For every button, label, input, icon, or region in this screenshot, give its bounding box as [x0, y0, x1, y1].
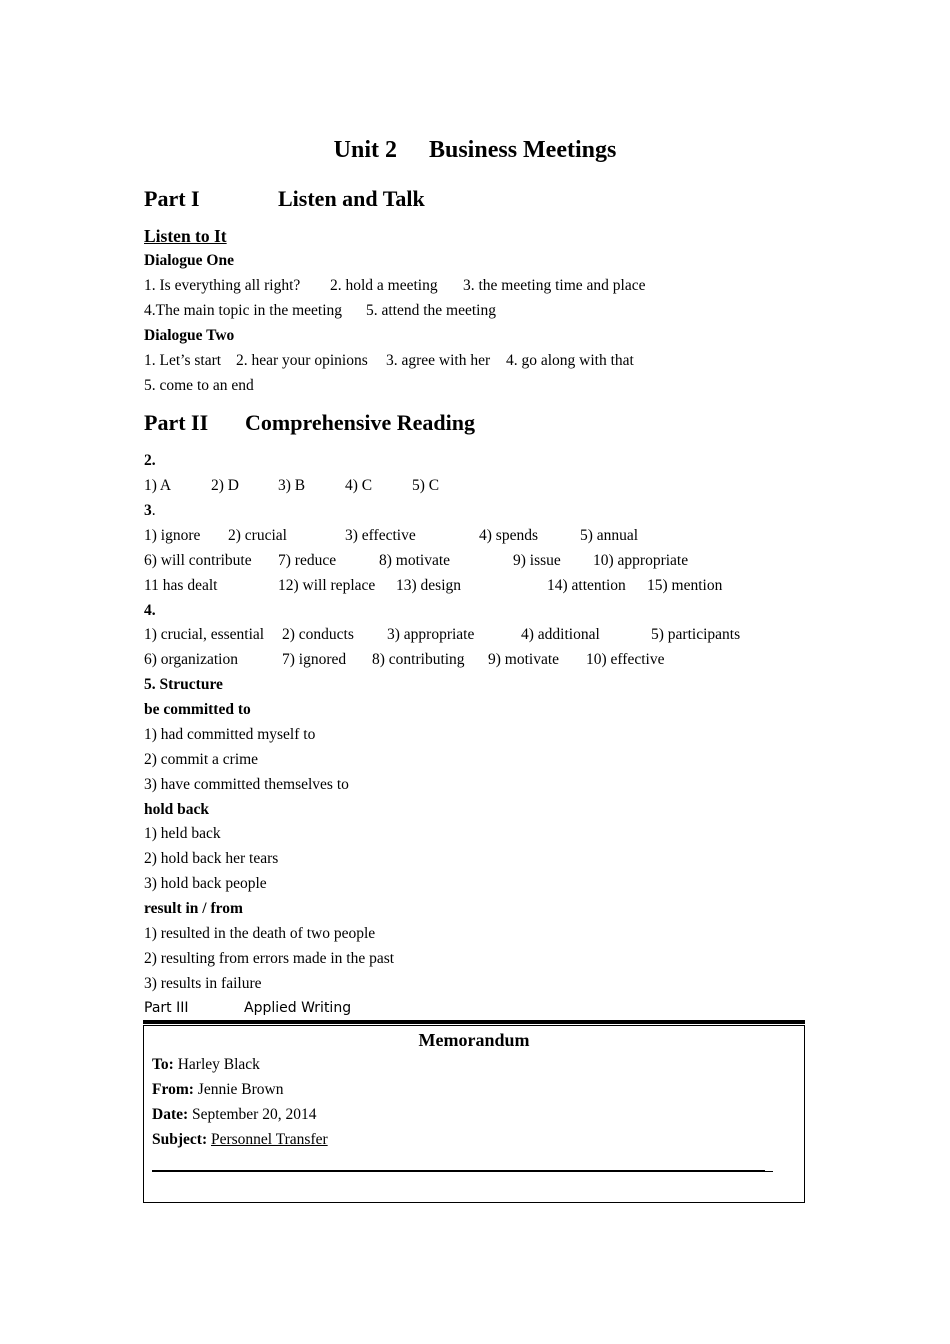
exercise-4-answer: 3) appropriate: [387, 626, 475, 643]
memo-subject-value: Personnel Transfer: [210, 1131, 328, 1148]
structure-answer: 2) resulting from errors made in the past: [144, 950, 395, 967]
dialogue-one-answer: 3. the meeting time and place: [463, 277, 646, 294]
exercise-2-answer: 5) C: [412, 477, 440, 494]
exercise-3-answer: 10) appropriate: [593, 552, 689, 569]
exercise-2-answer: 2) D: [211, 477, 239, 494]
exercise-4-answer: 2) conducts: [282, 626, 354, 643]
part3-title: Applied Writing: [244, 1000, 352, 1016]
memo-date-field: [152, 1105, 316, 1125]
exercise-3-answer: 12) will replace: [278, 577, 376, 594]
unit-name: Business Meetings: [428, 137, 617, 163]
structure-answer: 1) had committed myself to: [144, 726, 316, 743]
dialogue-one-answer: 2. hold a meeting: [330, 277, 438, 294]
listen-to-it-heading: Listen to It: [144, 226, 227, 246]
memo-to-value: Harley Black: [177, 1056, 260, 1073]
exercise-2-answer: 1) A: [144, 477, 172, 494]
exercise-4-answer: 1) crucial, essential: [144, 626, 265, 643]
memo-from-value: Jennie Brown: [197, 1081, 284, 1098]
exercise-4-answer: 6) organization: [144, 651, 238, 668]
part1-label: Part I: [144, 186, 200, 211]
exercise-4-heading: 4.: [144, 602, 156, 619]
exercise-3-answer: 15) mention: [647, 577, 723, 594]
exercise-4-answer: 8) contributing: [372, 651, 465, 668]
structure-phrase: hold back: [144, 801, 210, 818]
part2-label: Part II: [144, 410, 209, 435]
exercise-3-answer: 6) will contribute: [144, 552, 252, 569]
part3-label: Part III: [144, 1000, 189, 1016]
memo-date-value: September 20, 2014: [192, 1106, 317, 1123]
structure-answer: 3) results in failure: [144, 975, 262, 992]
part1-title: Listen and Talk: [278, 186, 425, 211]
dialogue-two-answer: 2. hear your opinions: [236, 352, 368, 369]
exercise-2-answer: 4) C: [345, 477, 373, 494]
exercise-3-heading: 3.: [144, 502, 156, 519]
memo-date-label: Date:: [152, 1106, 189, 1123]
structure-answer: 2) commit a crime: [144, 751, 259, 768]
dialogue-two-heading: Dialogue Two: [144, 327, 235, 344]
exercise-3-answer: 2) crucial: [228, 527, 287, 544]
exercise-3-answer: 5) annual: [580, 527, 639, 544]
memo-divider: [152, 1170, 765, 1172]
structure-answer: 2) hold back her tears: [144, 850, 279, 867]
dialogue-one-heading: Dialogue One: [144, 252, 234, 269]
exercise-2-heading: 2.: [144, 452, 156, 469]
structure-answer: 1) resulted in the death of two people: [144, 925, 376, 942]
memo-from-field: [152, 1080, 283, 1100]
exercise-3-answer: 7) reduce: [278, 552, 337, 569]
exercise-4-answer: 5) participants: [651, 626, 741, 643]
exercise-3-answer: 9) issue: [513, 552, 561, 569]
memo-from-label: From:: [152, 1081, 194, 1098]
exercise-3-answer: 4) spends: [479, 527, 538, 544]
memo-subject-label: Subject:: [152, 1131, 208, 1148]
exercise-5-heading: 5. Structure: [144, 676, 223, 693]
exercise-4-answer: 10) effective: [586, 651, 665, 668]
memo-title: Memorandum: [418, 1030, 530, 1050]
exercise-3-answer: 3) effective: [345, 527, 416, 544]
structure-phrase: result in / from: [144, 900, 243, 917]
structure-answer: 3) hold back people: [144, 875, 267, 892]
memo-top-border: [143, 1020, 805, 1024]
dialogue-two-answer: 4. go along with that: [506, 352, 634, 369]
exercise-3-answer: 8) motivate: [379, 552, 451, 569]
exercise-2-answer: 3) B: [278, 477, 306, 494]
unit-title: [0, 135, 950, 165]
exercise-4-answer: 9) motivate: [488, 651, 560, 668]
dialogue-one-answer: 4.The main topic in the meeting: [144, 302, 343, 319]
memo-subject-field: [152, 1130, 328, 1150]
exercise-3-answer: 14) attention: [547, 577, 626, 594]
exercise-3-answer: 13) design: [396, 577, 462, 594]
memo-to-label: To:: [152, 1056, 174, 1073]
structure-answer: 1) held back: [144, 825, 221, 842]
exercise-4-answer: 4) additional: [521, 626, 600, 643]
structure-answer: 3) have committed themselves to: [144, 776, 349, 793]
dialogue-two-answer: 5. come to an end: [144, 377, 254, 394]
unit-number: Unit 2: [333, 137, 397, 163]
dialogue-one-answer: 5. attend the meeting: [366, 302, 496, 319]
exercise-3-answer: 1) ignore: [144, 527, 201, 544]
exercise-4-answer: 7) ignored: [282, 651, 347, 668]
memo-divider-tail: [765, 1171, 773, 1172]
part2-title: Comprehensive Reading: [245, 410, 475, 435]
exercise-3-answer: 11 has dealt: [144, 577, 218, 594]
structure-phrase: be committed to: [144, 701, 251, 718]
dialogue-two-answer: 3. agree with her: [386, 352, 491, 369]
dialogue-two-answer: 1. Let’s start: [144, 352, 222, 369]
memo-to-field: [152, 1055, 260, 1075]
dialogue-one-answer: 1. Is everything all right?: [144, 277, 301, 294]
